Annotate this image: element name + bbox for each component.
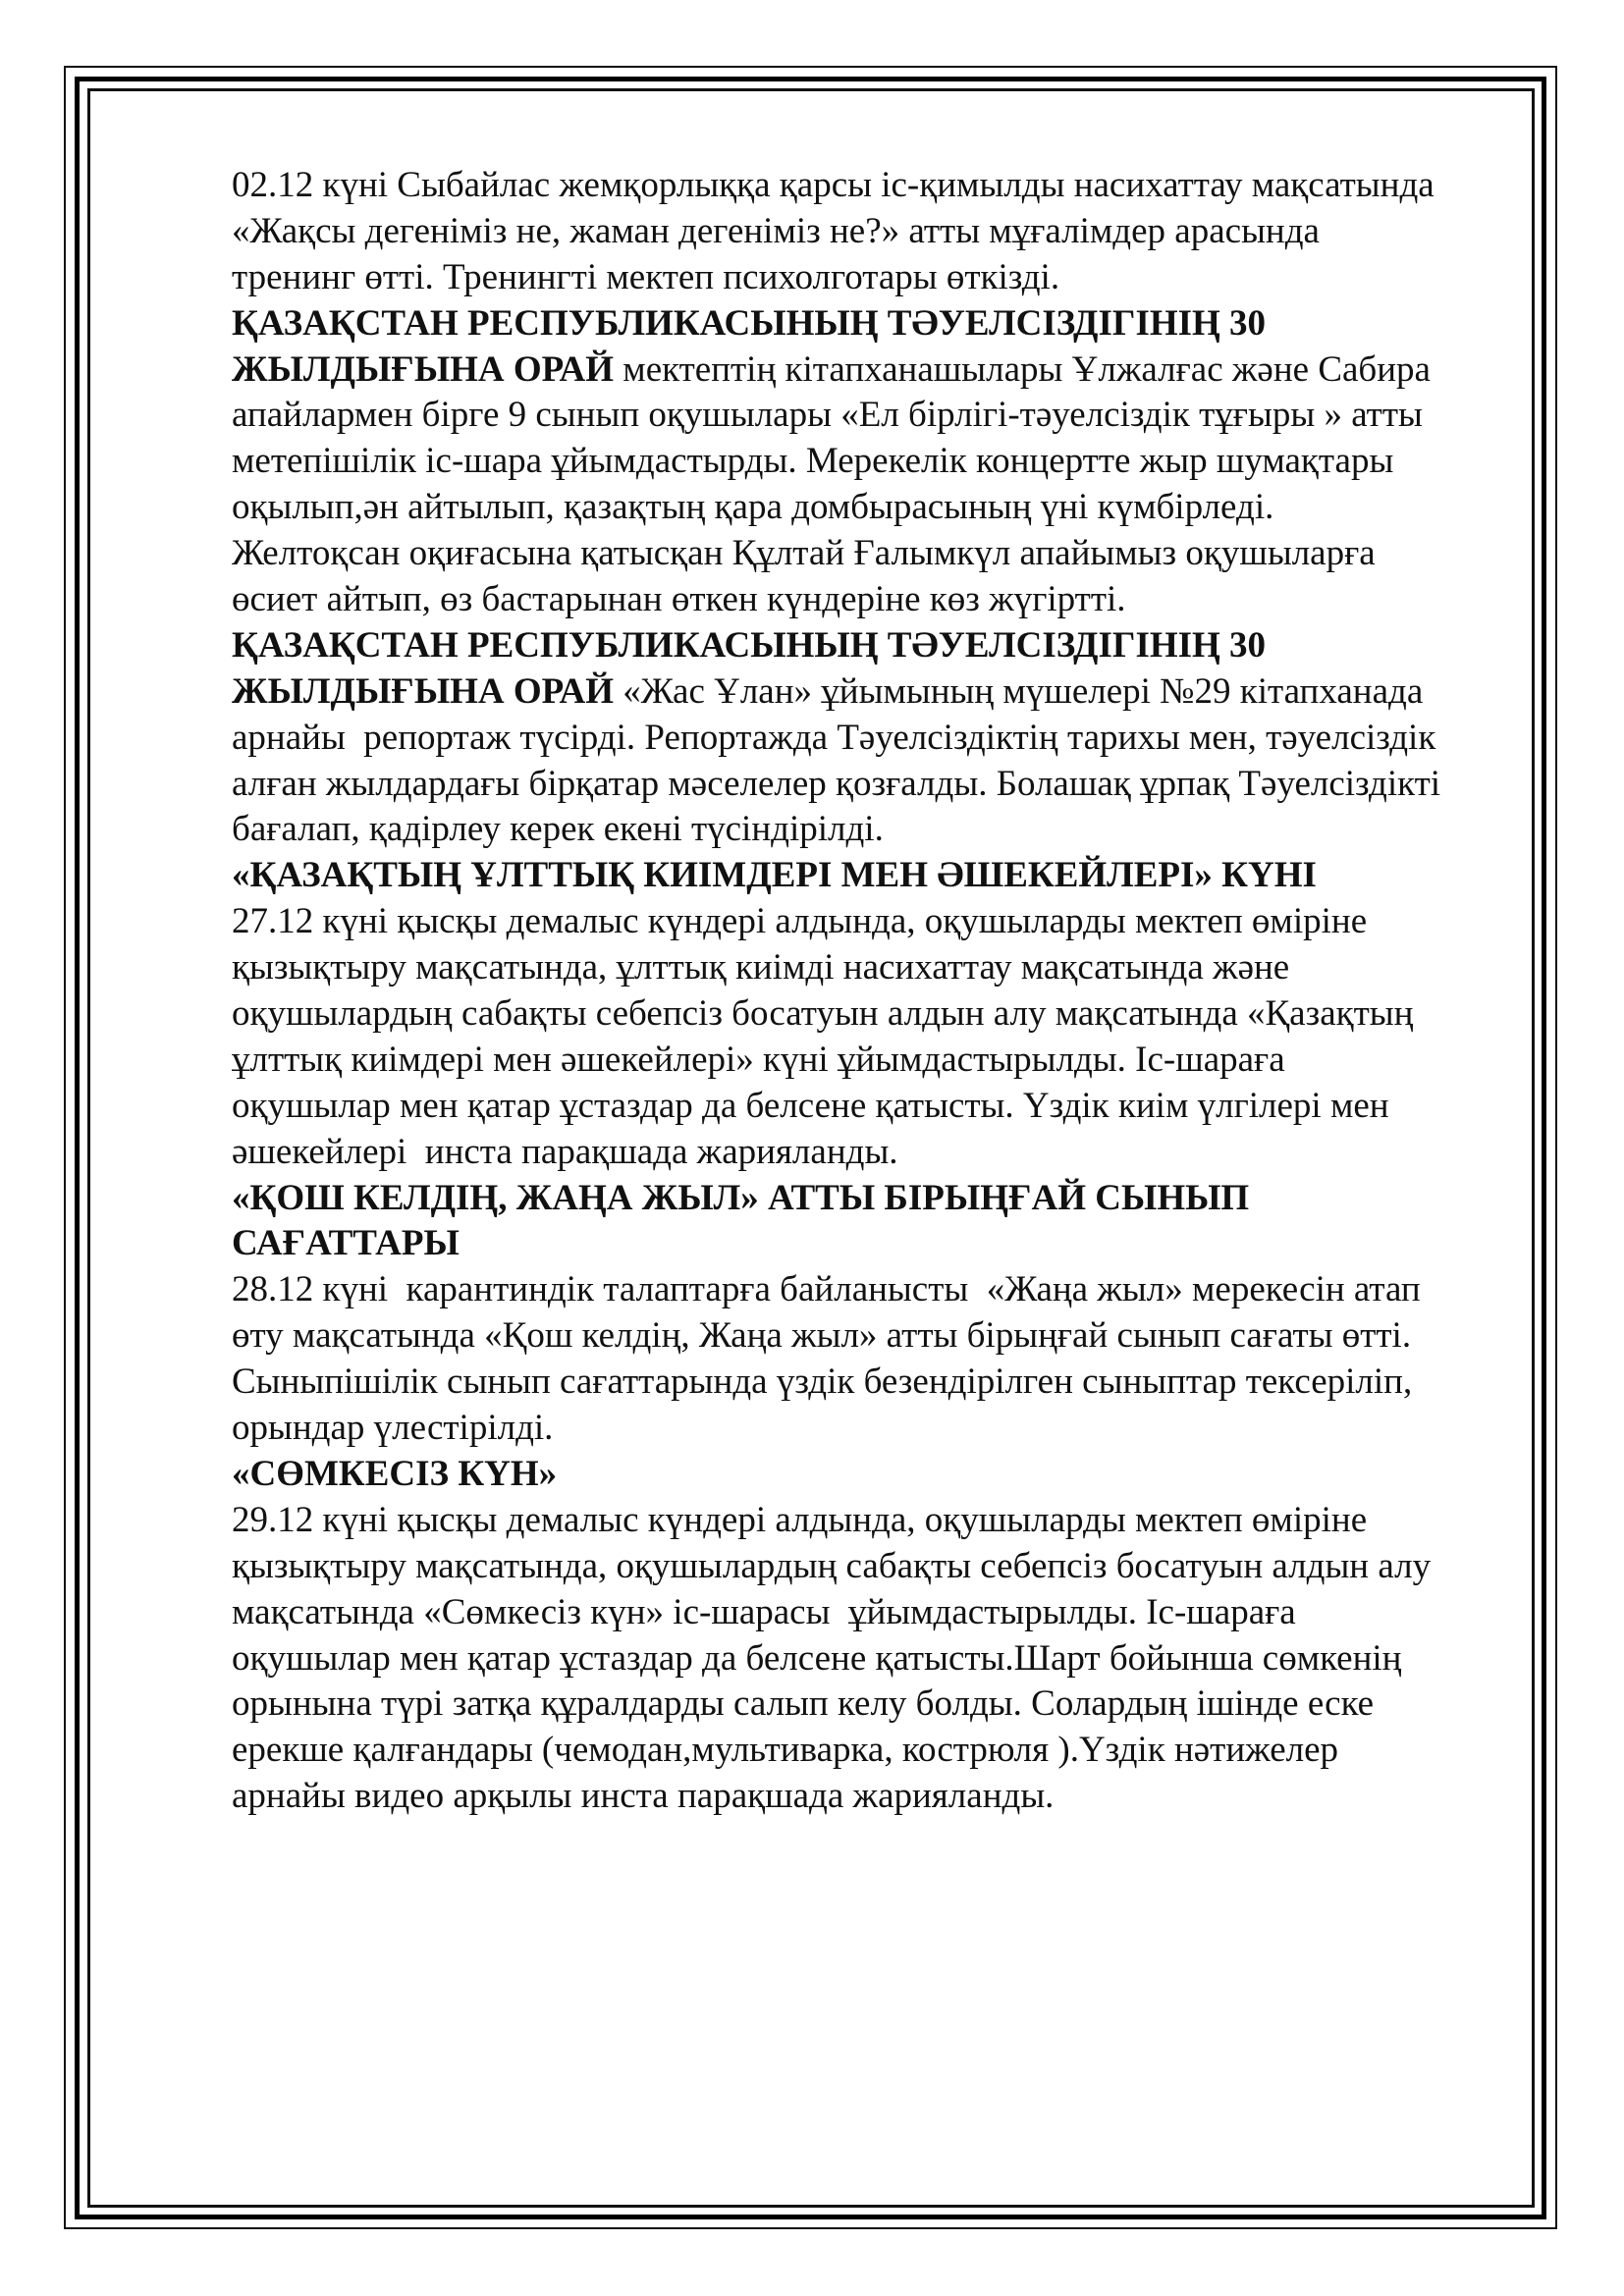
document-section (232, 1176, 1528, 1452)
body-text: қызықтыру мақсатында, ұлттық киімді насихаттау мақсатында және (232, 947, 1290, 988)
body-text: «Жас Ұлан» ұйымының мүшелері №29 кітапханада (614, 670, 1424, 712)
text-line (232, 1498, 1528, 1544)
document-section (232, 163, 1528, 301)
text-line (232, 1682, 1528, 1728)
body-text: 29.12 күні қысқы демалыс күндері алдында, оқушыларды мектеп өміріне (232, 1499, 1368, 1540)
text-line (232, 347, 1528, 394)
body-text: Сыныпішілік сынып сағаттарында үздік безендірілген сыныптар тексеріліп, (232, 1362, 1413, 1403)
section-heading: ҚАЗАҚСТАН РЕСПУБЛИКАСЫНЫҢ ТӘУЕЛСІЗДІГІНІҢ 30 (232, 302, 1267, 344)
text-line (232, 255, 1528, 301)
text-line (232, 1176, 1528, 1222)
text-line (232, 899, 1528, 945)
body-text: қызықтыру мақсатында, оқушылардың сабақты себепсіз босатуын алдын алу (232, 1545, 1432, 1586)
text-line (232, 1406, 1528, 1452)
section-heading: ҚАЗАҚСТАН РЕСПУБЛИКАСЫНЫҢ ТӘУЕЛСІЗДІГІНІҢ 30 (232, 624, 1267, 666)
text-line (232, 393, 1528, 439)
text-line (232, 669, 1528, 716)
body-text: орынына түрі затқа құралдарды салып келу болды. Солардың ішінде еске (232, 1683, 1375, 1725)
text-line (232, 301, 1528, 347)
body-text: оқушылар мен қатар ұстаздар да белсене қатысты. Үздік киім үлгілері мен (232, 1085, 1389, 1126)
text-line (232, 209, 1528, 255)
body-text: «Жақсы дегеніміз не, жаман дегеніміз не?» атты мұғалімдер арасында (232, 210, 1320, 251)
body-text: 02.12 күні Сыбайлас жемқорлыққа қарсы іс-қимылды насихаттау мақсатында (232, 165, 1435, 205)
text-line (232, 1544, 1528, 1590)
text-line (232, 1636, 1528, 1682)
text-line (232, 163, 1528, 209)
text-line (232, 577, 1528, 623)
section-heading: «ҚОШ КЕЛДІҢ, ЖАҢА ЖЫЛ» АТТЫ БІРЫҢҒАЙ СЫНЫП (232, 1177, 1250, 1218)
body-text: ерекше қалғандары (чемодан,мультиварка, кострюля ).Үздік нәтижелер (232, 1730, 1339, 1771)
body-text: метепішілік іс-шара ұйымдастырды. Мерекелік концертте жыр шумақтары (232, 441, 1394, 482)
body-text: арнайы репортаж түсірді. Репортажда Тәуелсіздіктің тарихы мен, тәуелсіздік (232, 717, 1436, 758)
text-line (232, 1452, 1528, 1498)
text-line (232, 853, 1528, 899)
text-line (232, 1038, 1528, 1084)
document-section (232, 853, 1528, 1175)
body-text: мектептің кітапханашылары Ұлжалғас және Сабира (614, 348, 1431, 390)
body-text: ұлттық киімдері мен әшекейлері» күні ұйымдастырылды. Іс-шараға (232, 1039, 1285, 1080)
text-line (232, 439, 1528, 485)
text-line (232, 1590, 1528, 1636)
document-section (232, 301, 1528, 623)
body-text: оқылып,ән айтылып, қазақтың қара домбырасының үні күмбірледі. (232, 487, 1274, 528)
text-line (232, 1267, 1528, 1313)
text-line (232, 1774, 1528, 1820)
text-line (232, 991, 1528, 1038)
section-heading: САҒАТТАРЫ (232, 1223, 460, 1264)
body-text: Желтоқсан оқиғасына қатысқан Құлтай Ғалымкүл апайымыз оқушыларға (232, 533, 1376, 574)
text-line (232, 1313, 1528, 1360)
text-line (232, 485, 1528, 531)
text-line (232, 1130, 1528, 1176)
body-text: арнайы видео арқылы инста парақшада жарияланды. (232, 1776, 1055, 1817)
section-heading: ЖЫЛДЫҒЫНА ОРАЙ (232, 348, 615, 390)
body-text: мақсатында «Сөмкесіз күн» іс-шарасы ұйымдастырылды. Іс-шараға (232, 1591, 1296, 1632)
body-text: апайлармен бірге 9 сынып оқушылары «Ел бірлігі-тәуелсіздік тұғыры » атты (232, 395, 1423, 436)
text-line (232, 1221, 1528, 1267)
section-heading: «ҚАЗАҚТЫҢ ҰЛТТЫҚ КИІМДЕРІ МЕН ӘШЕКЕЙЛЕРІ» КҮНІ (232, 855, 1317, 896)
text-line (232, 807, 1528, 853)
body-text: орындар үлестірілді. (232, 1408, 554, 1449)
text-line (232, 762, 1528, 808)
body-text: оқушылардың сабақты себепсіз босатуын алдын алу мақсатында «Қазақтың (232, 993, 1414, 1035)
document-body (232, 163, 1528, 1820)
body-text: бағалап, қадірлеу керек екені түсіндірілді. (232, 809, 884, 850)
document-section (232, 623, 1528, 853)
body-text: 28.12 күні карантиндік талаптарға байланысты «Жаңа жыл» мерекесін атап (232, 1269, 1421, 1310)
text-line (232, 716, 1528, 762)
text-line (232, 531, 1528, 577)
body-text: өсиет айтып, өз бастарынан өткен күндеріне көз жүгіртті. (232, 579, 1126, 620)
text-line (232, 945, 1528, 991)
body-text: 27.12 күні қысқы демалыс күндері алдында, оқушыларды мектеп өміріне (232, 901, 1368, 942)
text-line (232, 1084, 1528, 1130)
body-text: оқушылар мен қатар ұстаздар да белсене қатысты.Шарт бойынша сөмкенің (232, 1637, 1402, 1679)
text-line (232, 1728, 1528, 1774)
document-section (232, 1452, 1528, 1820)
section-heading: «СӨМКЕСІЗ КҮН» (232, 1453, 558, 1494)
body-text: тренинг өтті. Тренингті мектеп психолготары өткізді. (232, 256, 1060, 297)
body-text: алған жылдардағы бірқатар мәселелер қозғалды. Болашақ ұрпақ Тәуелсіздікті (232, 763, 1441, 804)
body-text: өту мақсатында «Қош келдің, Жаңа жыл» атты бірыңғай сынып сағаты өтті. (232, 1315, 1412, 1357)
text-line (232, 623, 1528, 669)
body-text: әшекейлері инста парақшада жарияланды. (232, 1131, 898, 1172)
text-line (232, 1360, 1528, 1406)
section-heading: ЖЫЛДЫҒЫНА ОРАЙ (232, 670, 615, 712)
